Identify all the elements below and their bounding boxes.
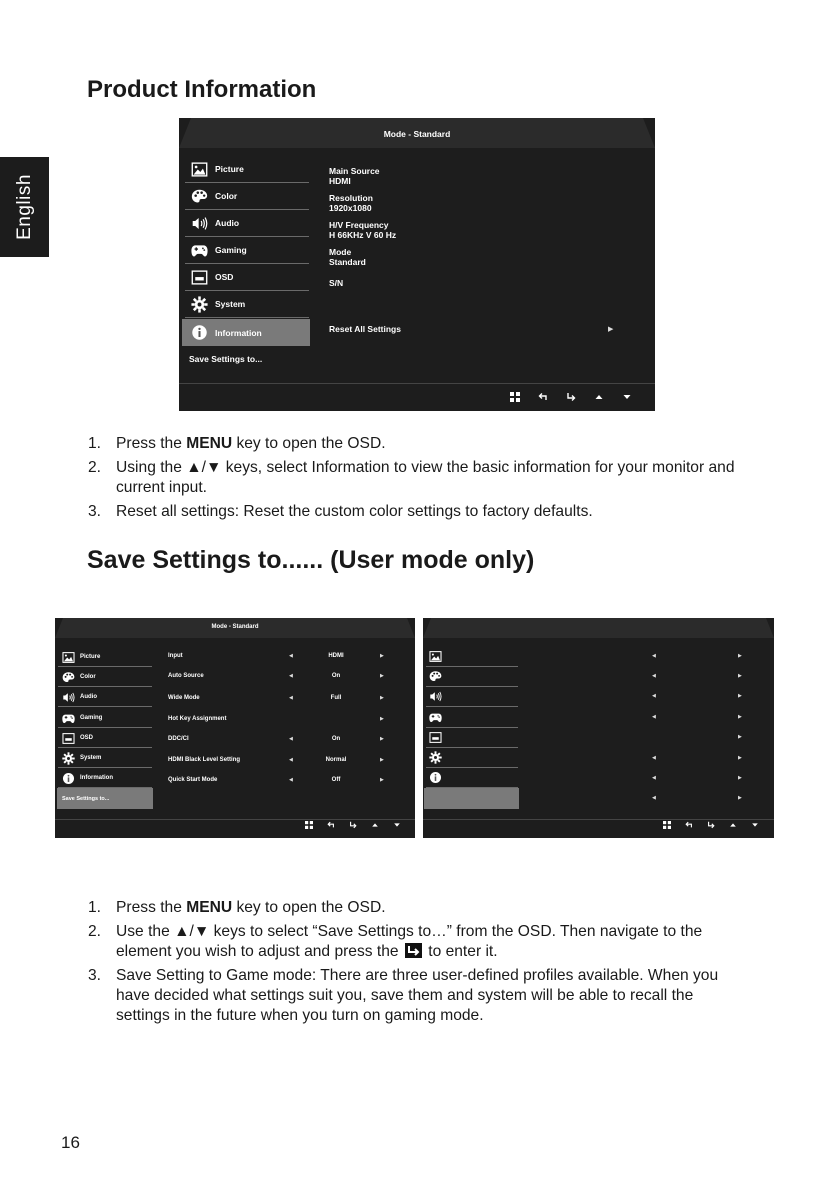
menu-divider	[185, 236, 309, 237]
menu-item-audio[interactable]	[182, 212, 310, 234]
info-label: Main Source	[329, 166, 380, 176]
gamepad-icon[interactable]	[427, 709, 443, 725]
menu-divider	[426, 727, 518, 728]
gear-icon[interactable]	[427, 749, 443, 765]
color-palette-icon	[189, 188, 209, 205]
setting-label: HDMI Black Level Setting	[168, 757, 241, 763]
info-icon	[189, 324, 209, 341]
language-tab	[0, 157, 49, 257]
chevron-right-icon[interactable]: ▶	[738, 673, 742, 679]
back-icon[interactable]	[529, 392, 557, 402]
speaker-icon[interactable]	[427, 688, 443, 704]
menu-item-label: Audio	[80, 694, 97, 700]
speaker-icon	[189, 215, 209, 232]
picture-icon	[60, 651, 76, 664]
menu-item-label: Picture	[80, 654, 101, 660]
language-tab-label: English	[13, 174, 35, 240]
speaker-icon	[60, 691, 76, 704]
menu-grid-icon[interactable]	[501, 392, 529, 402]
menu-item-osd[interactable]	[57, 729, 153, 747]
menu-divider	[185, 290, 309, 291]
enter-icon[interactable]	[700, 821, 722, 829]
menu-divider	[426, 747, 518, 748]
step-item: 3. Reset all settings: Reset the custom color settings to factory defaults.	[88, 503, 593, 520]
menu-item-label: Gaming	[80, 715, 103, 721]
setting-value: On	[331, 673, 341, 679]
chevron-right-icon[interactable]: ▶	[738, 693, 742, 699]
info-label: H/V Frequency	[329, 220, 389, 230]
menu-divider	[426, 686, 518, 687]
menu-item-save-settings[interactable]: Save Settings to...	[189, 354, 263, 364]
chevron-left-icon[interactable]: ◀	[289, 777, 293, 783]
menu-item-label: Color	[215, 191, 238, 201]
enter-icon[interactable]	[557, 392, 585, 402]
color-palette-icon[interactable]	[427, 668, 443, 684]
menu-divider	[185, 182, 309, 183]
setting-label: DDC/CI	[168, 736, 189, 742]
osd-save-settings-blank	[423, 618, 774, 838]
menu-item-color[interactable]	[57, 668, 153, 686]
setting-value: Off	[331, 777, 341, 783]
menu-item-system[interactable]	[182, 293, 310, 315]
arrow-up-icon[interactable]	[364, 821, 386, 829]
menu-key-label: MENU	[186, 899, 233, 916]
arrow-up-icon[interactable]	[722, 821, 744, 829]
menu-divider	[185, 263, 309, 264]
chevron-right-icon[interactable]: ▶	[738, 714, 742, 720]
menu-item-osd[interactable]	[182, 266, 310, 288]
info-value: HDMI	[329, 176, 351, 186]
setting-label: Wide Mode	[168, 695, 200, 701]
setting-value: On	[331, 736, 341, 742]
menu-item-audio[interactable]	[57, 688, 153, 706]
info-label: Resolution	[329, 193, 373, 203]
menu-item-label: Gaming	[215, 245, 247, 255]
chevron-left-icon[interactable]: ◀	[652, 795, 656, 801]
osd-screen-icon	[60, 732, 76, 745]
menu-divider	[426, 767, 518, 768]
chevron-right-icon[interactable]: ▶	[380, 653, 384, 659]
menu-item-picture[interactable]	[182, 158, 310, 180]
chevron-right-icon[interactable]: ▶	[738, 734, 742, 740]
chevron-right-icon[interactable]: ▶	[380, 736, 384, 742]
chevron-left-icon[interactable]: ◀	[652, 673, 656, 679]
menu-item-label: Audio	[215, 218, 240, 228]
arrow-up-icon[interactable]	[585, 392, 613, 402]
osd-product-information	[179, 118, 655, 411]
info-icon	[60, 772, 76, 785]
setting-value: Full	[330, 695, 342, 701]
page-number: 16	[61, 1133, 80, 1152]
osd-nav-keys	[298, 821, 408, 829]
step-item: 3. Save Setting to Game mode: There are three user-defined profiles available. When you have decided what settings suit you, save them and system will be able to recall the settings in the future when you turn on gaming mode.	[88, 967, 719, 1024]
chevron-right-icon[interactable]: ▶	[380, 777, 384, 783]
menu-divider	[58, 686, 152, 687]
osd-nav-keys	[501, 392, 641, 402]
menu-item-label: OSD	[80, 735, 94, 741]
chevron-left-icon[interactable]: ◀	[652, 714, 656, 720]
menu-item-label: System	[215, 299, 246, 309]
chevron-right-icon[interactable]: ▶	[738, 755, 742, 761]
menu-item-save-settings[interactable]	[424, 788, 519, 809]
menu-item-system[interactable]	[57, 749, 153, 767]
info-value: H 66KHz V 60 Hz	[329, 230, 397, 240]
chevron-right-icon[interactable]: ▶	[738, 795, 742, 801]
menu-item-gaming[interactable]	[182, 239, 310, 261]
chevron-right-icon[interactable]: ▶	[738, 653, 742, 659]
chevron-right-icon[interactable]: ▶	[380, 757, 384, 763]
back-icon[interactable]	[678, 821, 700, 829]
osd-screen-icon	[189, 269, 209, 286]
menu-item-information[interactable]	[57, 769, 153, 787]
menu-divider	[58, 767, 152, 768]
menu-item-label: OSD	[215, 272, 234, 282]
chevron-left-icon[interactable]: ◀	[289, 653, 293, 659]
info-label: Mode	[329, 247, 352, 257]
step-item: 2. Use the ▲/▼ keys to select “Save Settings to…” from the OSD. Then navigate to the element you wish to adjust and press the to enter it.	[88, 923, 703, 960]
step-item: 1. Press the MENU key to open the OSD.	[88, 899, 386, 916]
menu-item-save-settings[interactable]	[57, 788, 153, 809]
setting-label: Hot Key Assignment	[168, 716, 227, 722]
chevron-right-icon[interactable]: ▶	[380, 716, 384, 722]
menu-item-picture[interactable]	[57, 648, 153, 666]
menu-item-label: Color	[80, 674, 96, 680]
product-information-steps	[88, 434, 748, 526]
menu-item-color[interactable]	[182, 185, 310, 207]
chevron-left-icon[interactable]: ◀	[652, 755, 656, 761]
picture-icon	[189, 161, 209, 178]
setting-value: HDMI	[328, 653, 344, 659]
menu-grid-icon[interactable]	[656, 821, 678, 829]
arrow-down-icon[interactable]	[386, 821, 408, 829]
menu-item-label: Information	[215, 327, 262, 338]
menu-key-label: MENU	[186, 435, 233, 452]
osd-mode-title: Mode - Standard	[383, 129, 451, 139]
osd-save-settings	[55, 618, 415, 838]
setting-label: Auto Source	[168, 673, 204, 679]
chevron-left-icon[interactable]: ◀	[289, 695, 293, 701]
menu-divider	[426, 706, 518, 707]
osd-nav-keys	[656, 821, 766, 829]
gamepad-icon	[189, 242, 209, 259]
osd-mode-title: Mode - Standard	[211, 624, 259, 630]
info-icon[interactable]	[427, 769, 443, 785]
info-value: Standard	[329, 257, 366, 267]
picture-icon[interactable]	[427, 648, 443, 664]
gamepad-icon	[60, 712, 76, 725]
arrow-down-icon[interactable]	[613, 392, 641, 402]
save-settings-heading: Save Settings to...... (User mode only)	[87, 546, 535, 574]
setting-value: Normal	[325, 757, 347, 763]
setting-label: Quick Start Mode	[168, 777, 218, 783]
menu-item-label: Information	[80, 775, 113, 781]
menu-item-information[interactable]	[182, 319, 310, 346]
chevron-right-icon: ▶	[608, 326, 614, 333]
menu-grid-icon[interactable]	[298, 821, 320, 829]
gear-icon	[189, 296, 209, 313]
menu-divider	[426, 666, 518, 667]
arrow-down-icon[interactable]	[744, 821, 766, 829]
chevron-left-icon[interactable]: ◀	[652, 653, 656, 659]
chevron-right-icon[interactable]: ▶	[380, 673, 384, 679]
enter-icon[interactable]	[342, 821, 364, 829]
chevron-left-icon[interactable]: ◀	[652, 775, 656, 781]
menu-divider	[58, 747, 152, 748]
color-palette-icon	[60, 671, 76, 684]
step-item: 2. Using the ▲/▼ keys, select Information to view the basic information for your monitor and current input.	[88, 459, 735, 496]
menu-divider	[58, 727, 152, 728]
reset-all-settings[interactable]: Reset All Settings	[329, 324, 401, 334]
back-icon[interactable]	[320, 821, 342, 829]
gear-icon	[60, 752, 76, 765]
menu-item-gaming[interactable]	[57, 709, 153, 727]
menu-divider	[58, 706, 152, 707]
menu-item-label: Picture	[215, 164, 244, 174]
menu-item-label: Save Settings to...	[62, 795, 110, 802]
menu-item-label: System	[80, 755, 102, 761]
chevron-left-icon[interactable]: ◀	[652, 693, 656, 699]
chevron-right-icon[interactable]: ▶	[738, 775, 742, 781]
chevron-right-icon[interactable]: ▶	[380, 695, 384, 701]
chevron-left-icon[interactable]: ◀	[289, 673, 293, 679]
chevron-left-icon[interactable]: ◀	[289, 736, 293, 742]
osd-screen-icon[interactable]	[427, 729, 443, 745]
chevron-left-icon[interactable]: ◀	[289, 757, 293, 763]
info-value: 1920x1080	[329, 203, 372, 213]
menu-divider	[185, 317, 309, 318]
step-item: 1. Press the MENU key to open the OSD.	[88, 435, 386, 452]
menu-divider	[185, 209, 309, 210]
enter-key-icon	[405, 943, 422, 958]
info-label: S/N	[329, 278, 344, 288]
save-settings-steps	[88, 898, 748, 1030]
product-information-heading: Product Information	[87, 76, 317, 103]
setting-label: Input	[168, 653, 183, 659]
menu-divider	[58, 666, 152, 667]
